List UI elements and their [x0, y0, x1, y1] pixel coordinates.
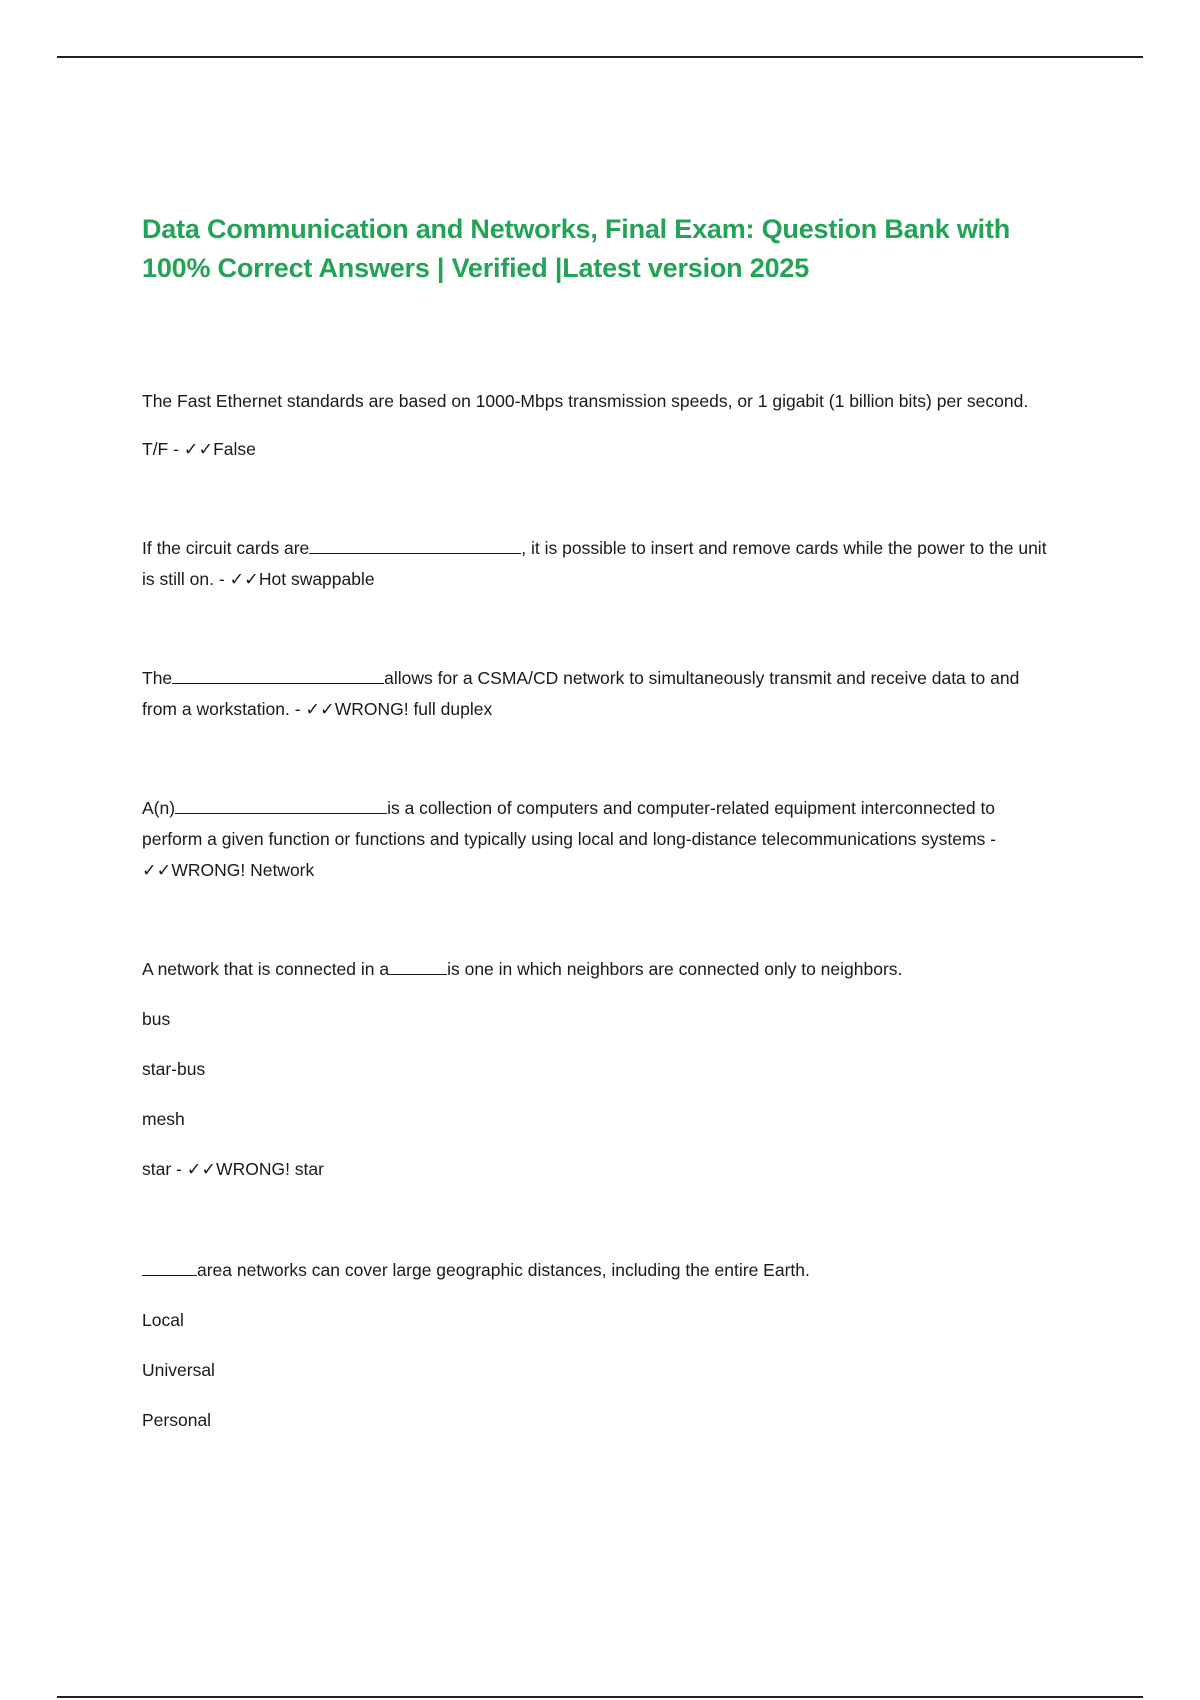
- question-text-start: The: [142, 668, 173, 688]
- option-item: star-bus: [142, 1059, 206, 1079]
- question-text-end: , it is possible to insert and remove cards while the power to the unit is still on. - ✓✓Hot swappable: [142, 538, 1047, 589]
- title-line-1: Data Communication and Networks, Final Exam: Question Bank with: [142, 214, 1011, 244]
- question-3: [142, 663, 1047, 725]
- question-2: [142, 533, 1047, 595]
- question-text: [142, 793, 1047, 886]
- question-text: The Fast Ethernet standards are based on 1000-Mbps transmission speeds, or 1 gigabit (1 billion bits) per second.: [142, 391, 1029, 411]
- question-text: [142, 1255, 1047, 1286]
- question-text-end: is one in which neighbors are connected only to neighbors.: [447, 959, 903, 979]
- option-item: Local: [142, 1310, 184, 1330]
- question-text-start: A network that is connected in a: [142, 959, 390, 979]
- option-item: star - ✓✓WRONG! star: [142, 1159, 324, 1179]
- question-text: [142, 663, 1047, 725]
- option-item: Universal: [142, 1360, 215, 1380]
- question-1: [142, 386, 1047, 465]
- answer-blank: [172, 667, 384, 684]
- question-text-end: is a collection of computers and computer-related equipment interconnected to perform a given function or functions and typically using local and long-distance telecommunications systems - ✓✓WRONG! Network: [142, 798, 997, 880]
- document-title: [142, 210, 1047, 288]
- header-rule: [57, 56, 1143, 58]
- question-text-end: area networks can cover large geographic distances, including the entire Earth.: [197, 1260, 810, 1280]
- question-6: [142, 1255, 1047, 1436]
- footer-rule: [57, 1696, 1143, 1698]
- question-text-end: allows for a CSMA/CD network to simultaneously transmit and receive data to and from a workstation. - ✓✓WRONG! full duplex: [142, 668, 1020, 719]
- answer-blank: [142, 1259, 197, 1276]
- option-item: bus: [142, 1009, 171, 1029]
- question-text-start: A(n): [142, 798, 176, 818]
- question-text: [142, 954, 1047, 985]
- answer-blank: [309, 537, 521, 554]
- document-page: [142, 210, 1047, 1436]
- question-text: [142, 533, 1047, 595]
- title-line-2: 100% Correct Answers | Verified |Latest version 2025: [142, 253, 810, 283]
- option-item: mesh: [142, 1109, 185, 1129]
- question-text-start: If the circuit cards are: [142, 538, 310, 558]
- answer-blank: [389, 958, 447, 975]
- question-4: [142, 793, 1047, 886]
- answer-line: T/F - ✓✓False: [142, 439, 256, 459]
- question-5: [142, 954, 1047, 1185]
- answer-blank: [175, 797, 387, 814]
- option-item: Personal: [142, 1410, 212, 1430]
